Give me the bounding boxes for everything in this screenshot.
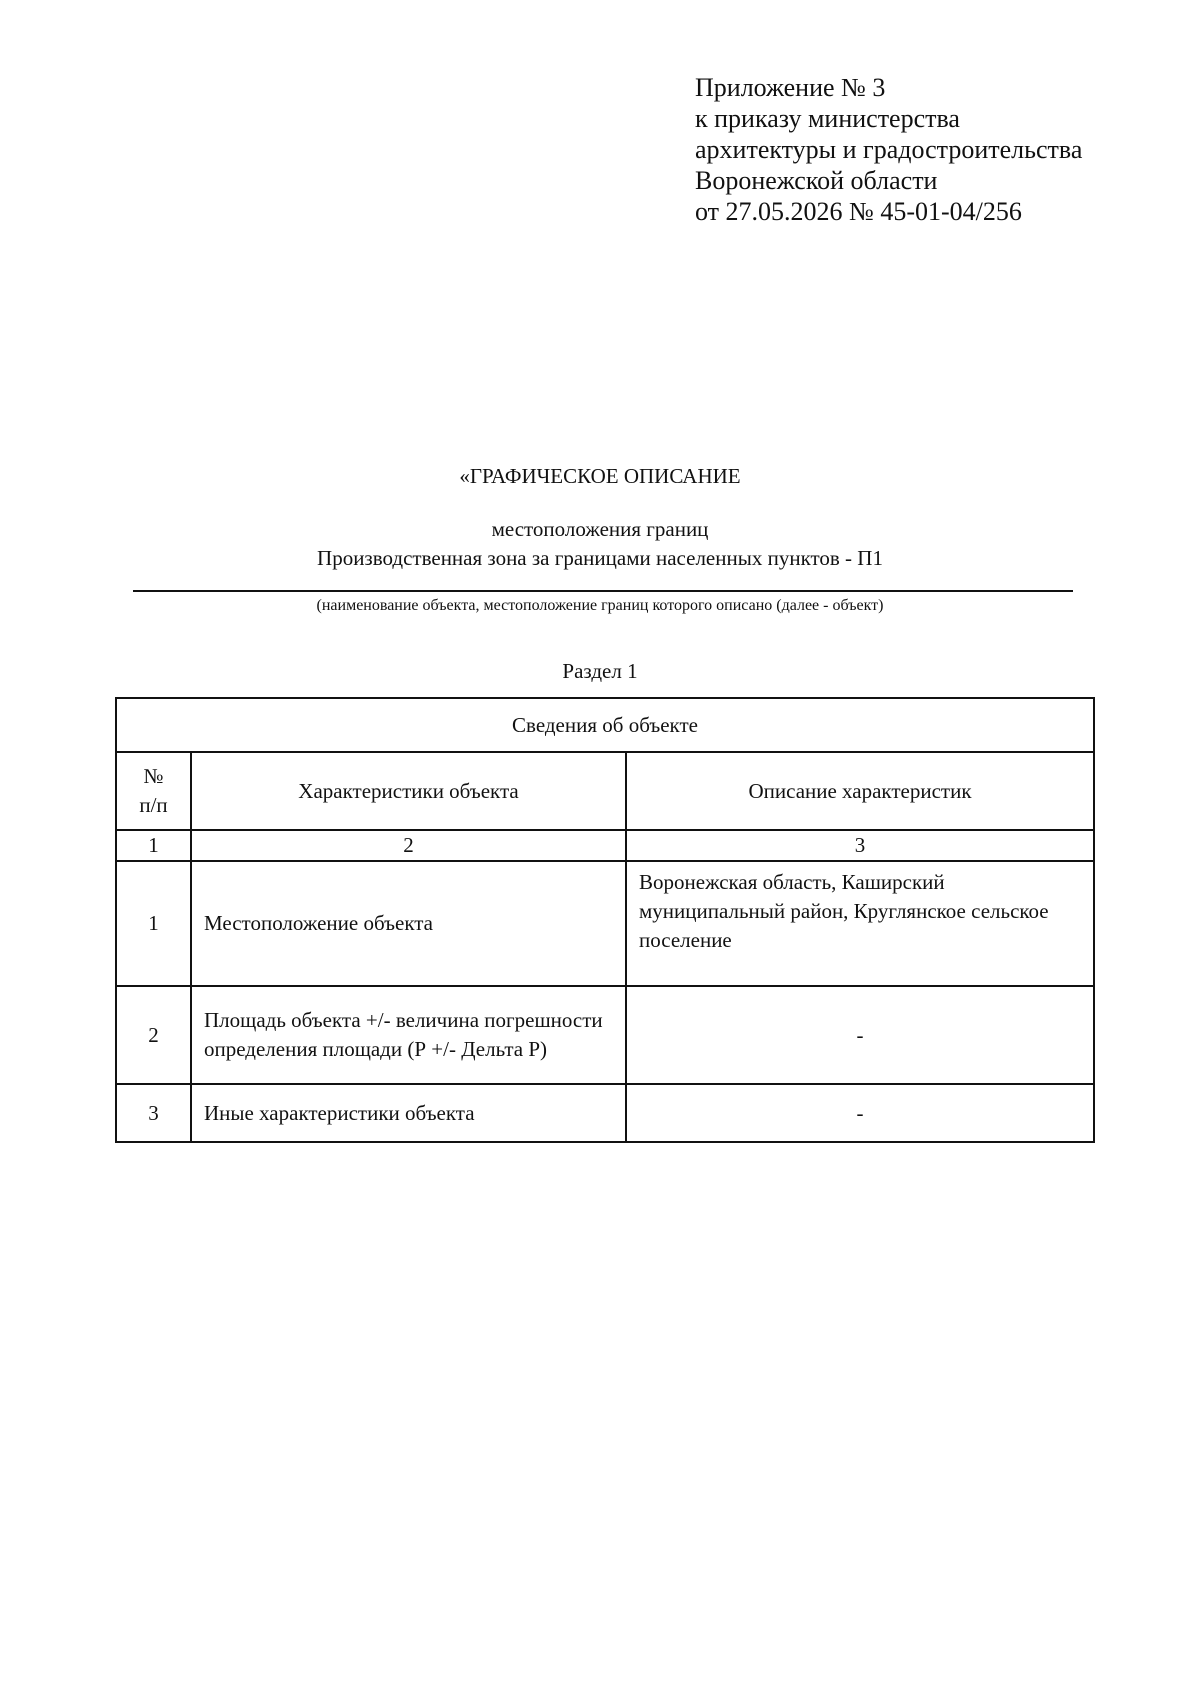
row-num: 2	[116, 986, 191, 1084]
header-num-symbol: №	[143, 764, 164, 788]
header-num-abbr: п/п	[139, 793, 168, 817]
appendix-line: к приказу министерства	[695, 104, 960, 133]
appendix-line: архитектуры и градостроительства	[695, 135, 1083, 164]
appendix-header	[695, 72, 1082, 227]
appendix-line: от 27.05.2026 № 45-01-04/256	[695, 197, 1022, 226]
appendix-line: Воронежской области	[695, 166, 938, 195]
row-description: -	[626, 1084, 1094, 1142]
document-title: «ГРАФИЧЕСКОЕ ОПИСАНИЕ	[459, 464, 741, 488]
row-num: 1	[116, 861, 191, 986]
table-row	[116, 861, 1094, 986]
appendix-line: Приложение № 3	[695, 73, 886, 102]
section-heading: Раздел 1	[562, 659, 638, 683]
row-description: Воронежская область, Каширский муниципальный район, Круглянское сельское поселение	[626, 861, 1094, 986]
object-caption: (наименование объекта, местоположение границ которого описано (далее - объект)	[316, 597, 884, 614]
document-subtitle	[0, 515, 1200, 573]
subtitle-line: местоположения границ	[491, 517, 709, 541]
row-description: -	[626, 986, 1094, 1084]
table-row	[116, 986, 1094, 1084]
table-title: Сведения об объекте	[116, 698, 1094, 752]
column-number-row	[116, 830, 1094, 861]
row-num: 3	[116, 1084, 191, 1142]
object-info-table	[115, 697, 1095, 1143]
header-num	[116, 752, 191, 830]
column-number: 3	[626, 830, 1094, 861]
header-characteristic: Характеристики объекта	[191, 752, 626, 830]
table-row	[116, 1084, 1094, 1142]
row-characteristic: Иные характеристики объекта	[191, 1084, 626, 1142]
underline-rule	[133, 590, 1073, 592]
subtitle-line: Производственная зона за границами населенных пунктов - П1	[317, 546, 883, 570]
header-description: Описание характеристик	[626, 752, 1094, 830]
column-number: 1	[116, 830, 191, 861]
column-number: 2	[191, 830, 626, 861]
table-header-row	[116, 752, 1094, 830]
row-characteristic: Площадь объекта +/- величина погрешности определения площади (Р +/- Дельта Р)	[191, 986, 626, 1084]
table-title-row	[116, 698, 1094, 752]
row-characteristic: Местоположение объекта	[191, 861, 626, 986]
